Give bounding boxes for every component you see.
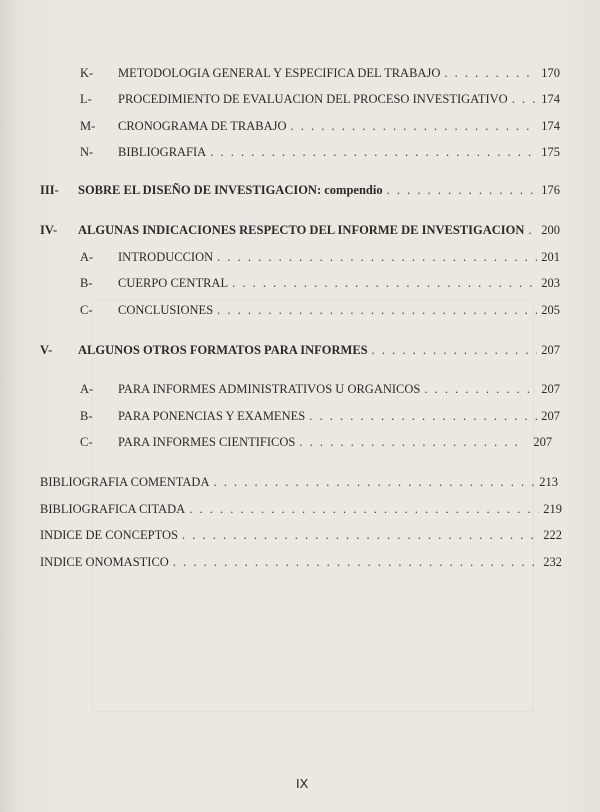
entry-page: 175 [541, 145, 560, 159]
entry-page: 176 [541, 183, 560, 197]
entry-title: PROCEDIMIENTO DE EVALUACION DEL PROCESO INVESTIGATIVO [118, 92, 508, 106]
entry-page: 207 [541, 409, 560, 423]
toc-entry-l [80, 91, 560, 107]
dot-leader [424, 381, 537, 397]
entry-title: BIBLIOGRAFICA CITADA [40, 502, 186, 516]
toc-entry-bibliografica-citada [40, 501, 562, 517]
dot-leader [210, 144, 537, 160]
entry-page: 201 [541, 250, 560, 264]
toc-entry-indice-conceptos [40, 527, 562, 543]
entry-code: III- [40, 183, 59, 197]
entry-code: IV- [40, 223, 58, 237]
entry-page: 207 [533, 435, 553, 449]
toc-entry-n [80, 144, 560, 160]
toc-entry-k [80, 65, 560, 81]
entry-title: PARA PONENCIAS Y EXAMENES [118, 409, 306, 423]
entry-title: CONCLUSIONES [118, 303, 214, 317]
entry-code: L- [80, 92, 92, 106]
dot-leader [217, 302, 537, 318]
entry-title: METODOLOGIA GENERAL Y ESPECIFICA DEL TRABAJO [118, 66, 441, 80]
toc-entry-bibliografia-comentada [40, 474, 558, 490]
entry-title: INTRODUCCION [118, 250, 214, 264]
entry-title: CUERPO CENTRAL [118, 276, 229, 290]
toc-entry-v-b [80, 408, 560, 424]
dot-leader [182, 527, 539, 543]
toc-entry-v-c [80, 434, 558, 450]
entry-title: BIBLIOGRAFIA COMENTADA [40, 475, 210, 489]
entry-code: B- [80, 276, 93, 290]
entry-title: INDICE DE CONCEPTOS [40, 528, 178, 542]
entry-code: K- [80, 66, 94, 80]
entry-page: 222 [543, 528, 562, 542]
dot-leader [217, 249, 537, 265]
dot-leader [309, 408, 537, 424]
entry-page: 207 [541, 382, 560, 396]
entry-title: BIBLIOGRAFIA [118, 145, 207, 159]
entry-title: PARA INFORMES ADMINISTRATIVOS U ORGANICOS [118, 382, 421, 396]
dot-leader [387, 182, 538, 198]
entry-page: 232 [543, 555, 562, 569]
dot-leader [214, 474, 536, 490]
entry-code: C- [80, 303, 93, 317]
dot-leader [372, 342, 538, 358]
entry-title: ALGUNOS OTROS FORMATOS PARA INFORMES [78, 343, 368, 357]
dot-leader [189, 501, 539, 517]
toc-entry-iv-c [80, 302, 560, 318]
entry-code: A- [80, 250, 94, 264]
toc-entry-iv-a [80, 249, 560, 265]
page-folio: IX [296, 776, 309, 791]
entry-code: V- [40, 343, 53, 357]
entry-page: 219 [543, 502, 562, 516]
toc-entry-iv-b [80, 275, 560, 291]
entry-code: B- [80, 409, 93, 423]
entry-title: INDICE ONOMASTICO [40, 555, 169, 569]
toc-entry-iii [40, 182, 560, 198]
entry-code: A- [80, 382, 94, 396]
entry-title: CRONOGRAMA DE TRABAJO [118, 119, 287, 133]
toc-entry-v [40, 342, 560, 358]
dot-leader [291, 118, 538, 134]
entry-page: 205 [541, 303, 560, 317]
dot-leader [444, 65, 537, 81]
entry-page: 200 [541, 223, 560, 237]
entry-page: 203 [541, 276, 560, 290]
entry-title: SOBRE EL DISEÑO DE INVESTIGACION: compendio [78, 183, 383, 197]
toc-entry-indice-onomastico [40, 554, 562, 570]
dot-leader [299, 434, 517, 450]
entry-page: 207 [541, 343, 560, 357]
dot-leader [173, 554, 539, 570]
entry-code: M- [80, 119, 96, 133]
entry-title: ALGUNAS INDICACIONES RESPECTO DEL INFORME DE INVESTIGACION [78, 223, 525, 237]
entry-code: N- [80, 145, 94, 159]
dot-leader [528, 222, 537, 238]
entry-code: C- [80, 435, 93, 449]
entry-page: 213 [539, 475, 558, 489]
toc-entry-v-a [80, 381, 560, 397]
dot-leader [512, 91, 538, 107]
entry-page: 170 [541, 66, 560, 80]
toc-entry-m [80, 118, 560, 134]
toc-entry-iv [40, 222, 560, 238]
entry-page: 174 [541, 92, 560, 106]
dot-leader [232, 275, 537, 291]
entry-page: 174 [541, 119, 560, 133]
entry-title: PARA INFORMES CIENTIFICOS [118, 435, 296, 449]
